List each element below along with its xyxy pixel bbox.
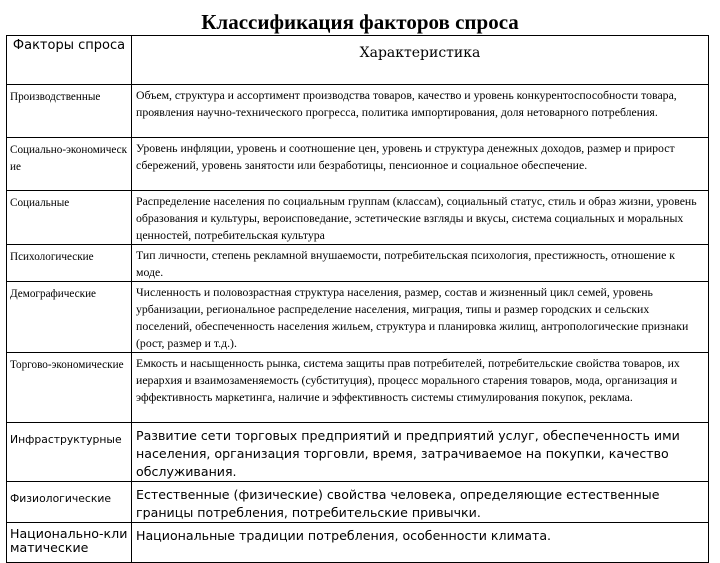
row-factor-physiological: Физиологические [7, 482, 132, 523]
row-description-national-climatic: Национальные традиции потребления, особенности климата. [132, 523, 709, 563]
row-description-infrastructure: Развитие сети торговых предприятий и предприятий услуг, обеспеченность ими населения, организация торговли, время, затрачиваемое на покупки, качество обслуживания. [132, 423, 709, 482]
page-title: Классификация факторов спроса [201, 10, 519, 34]
table-row [7, 85, 709, 138]
row-description-physiological: Естественные (физические) свойства человека, определяющие естественные границы потребления, потребительские привычки. [132, 482, 709, 523]
table-row [7, 523, 709, 563]
row-factor-socio-economic: Социально-экономические [7, 138, 132, 191]
table-row [7, 353, 709, 423]
factors-table [6, 35, 709, 563]
row-description-trade-economic: Емкость и насыщенность рынка, система защиты прав потребителей, потребительские свойства товаров, их иерархия и взаимозаменяемость (субституция), процесс морального старения товаров, мода, организация и эффективность маркетинга, наличие и эффективность системы стимулирования покупок, реклама. [132, 353, 709, 423]
row-description-psychological: Тип личности, степень рекламной внушаемости, потребительская психология, престижность, отношение к моде. [132, 245, 709, 282]
table-row [7, 245, 709, 282]
row-description-socio-economic: Уровень инфляции, уровень и соотношение цен, уровень и структура денежных доходов, размер и прирост сбережений, уровень занятости или безработицы, пенсионное и социальное обеспечение. [132, 138, 709, 191]
table-row [7, 191, 709, 245]
row-factor-psychological: Психологические [7, 245, 132, 282]
row-factor-infrastructure: Инфраструктурные [7, 423, 132, 482]
row-factor-trade-economic: Торгово-экономические [7, 353, 132, 423]
factors-table-container [6, 35, 708, 555]
table-row [7, 282, 709, 353]
table-row [7, 423, 709, 482]
table-header-row [7, 36, 709, 85]
header-factors: Факторы спроса [7, 36, 132, 85]
row-factor-social: Социальные [7, 191, 132, 245]
table-row [7, 482, 709, 523]
row-description-social: Распределение населения по социальным группам (классам), социальный статус, стиль и образ жизни, уровень образования и культуры, вероисповедание, эстетические взгляды и вкусы, система социальных и моральных ценностей, потребительская культура [132, 191, 709, 245]
row-factor-national-climatic: Национально-климатические [7, 523, 132, 563]
header-characteristic: Характеристика [132, 36, 709, 85]
row-description-production: Объем, структура и ассортимент производства товаров, качество и уровень конкурентоспособности товара, проявления научно-технического прогресса, политика импортирования, доля нетоварного потребления. [132, 85, 709, 138]
row-factor-production: Производственные [7, 85, 132, 138]
row-description-demographic: Численность и половозрастная структура населения, размер, состав и жизненный цикл семей, уровень урбанизации, региональное распределение населения, миграция, типы и размер городских и сельских поселений, обеспеченность населения жильем, структура и планировка жилищ, антропологические признаки (рост, размер и т.д.). [132, 282, 709, 353]
table-row [7, 138, 709, 191]
row-factor-demographic: Демографические [7, 282, 132, 353]
